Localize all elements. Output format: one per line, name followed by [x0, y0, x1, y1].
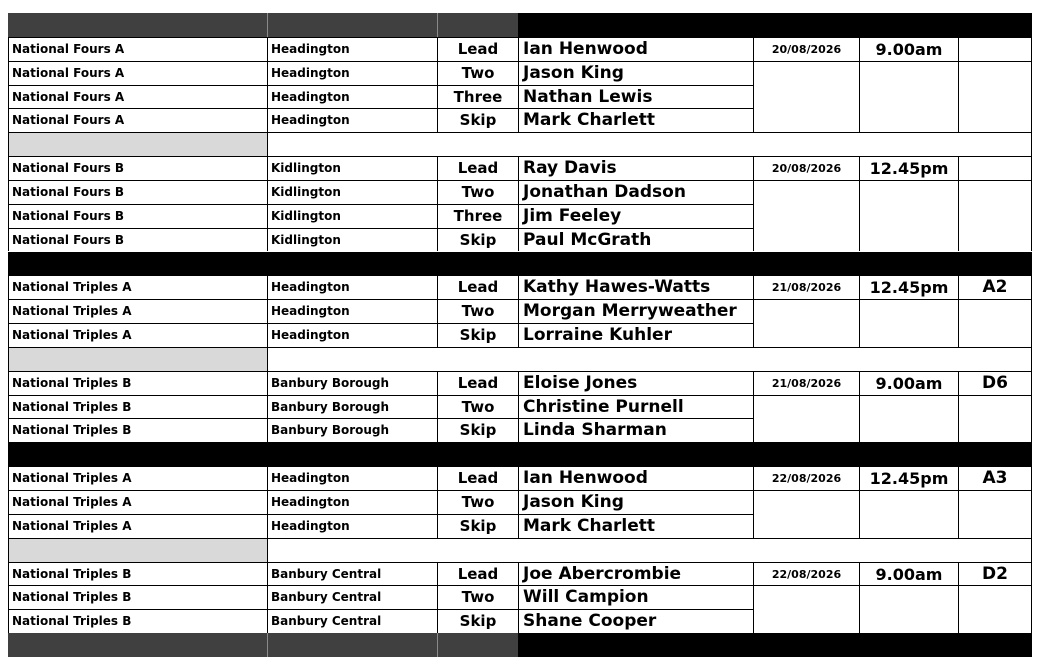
separator-black — [8, 442, 1032, 466]
competition-cell: National Fours B — [8, 204, 267, 228]
rink-cell — [958, 37, 1032, 61]
player-name-cell: Christine Purnell — [518, 395, 754, 419]
club-cell: Headington — [267, 490, 437, 514]
date-merged-cell — [753, 299, 859, 347]
competition-cell: National Triples B — [8, 609, 267, 633]
club-cell: Banbury Borough — [267, 395, 437, 419]
club-cell: Headington — [267, 323, 437, 347]
player-name-cell: Morgan Merryweather — [518, 299, 754, 323]
position-cell: Skip — [437, 514, 518, 538]
club-cell: Headington — [267, 275, 437, 299]
position-cell: Two — [437, 490, 518, 514]
position-cell: Two — [437, 180, 518, 204]
separator-gray — [8, 132, 267, 156]
separator-gray — [8, 538, 267, 562]
player-name-cell: Lorraine Kuhler — [518, 323, 754, 347]
rink-merged-cell — [958, 490, 1032, 538]
competition-cell: National Fours B — [8, 228, 267, 252]
competition-cell: National Triples A — [8, 299, 267, 323]
club-cell: Banbury Central — [267, 562, 437, 586]
footer-cell-competition — [8, 633, 267, 657]
rink-merged-cell — [958, 299, 1032, 347]
date-merged-cell — [753, 61, 859, 133]
match-date: 21/08/2026 — [753, 371, 859, 395]
player-name-cell: Kathy Hawes-Watts — [518, 275, 754, 299]
competition-cell: National Fours B — [8, 156, 267, 180]
position-cell: Lead — [437, 37, 518, 61]
separator-gray — [8, 347, 267, 371]
player-name-cell: Ian Henwood — [518, 466, 754, 490]
position-cell: Two — [437, 299, 518, 323]
match-date: 22/08/2026 — [753, 466, 859, 490]
competition-cell: National Fours B — [8, 180, 267, 204]
position-cell: Skip — [437, 323, 518, 347]
position-cell: Skip — [437, 609, 518, 633]
separator-blank — [267, 132, 1032, 156]
date-merged-cell — [753, 180, 859, 252]
competition-cell: National Fours A — [8, 37, 267, 61]
competition-cell: National Triples B — [8, 395, 267, 419]
position-cell: Two — [437, 395, 518, 419]
player-name-cell: Jim Feeley — [518, 204, 754, 228]
position-cell: Lead — [437, 466, 518, 490]
player-name-cell: Joe Abercrombie — [518, 562, 754, 586]
player-name-cell: Linda Sharman — [518, 418, 754, 442]
footer-divider — [267, 633, 268, 657]
separator-blank — [267, 538, 1032, 562]
club-cell: Headington — [267, 85, 437, 109]
rink-cell: A3 — [958, 466, 1032, 490]
player-name-cell: Jonathan Dadson — [518, 180, 754, 204]
time-merged-cell — [859, 180, 958, 252]
position-cell: Three — [437, 85, 518, 109]
competition-cell: National Fours A — [8, 108, 267, 132]
competition-cell: National Triples A — [8, 514, 267, 538]
time-merged-cell — [859, 585, 958, 633]
rink-cell: D6 — [958, 371, 1032, 395]
competition-cell: National Triples B — [8, 562, 267, 586]
footer-cell-details — [518, 633, 1032, 657]
rink-cell — [958, 156, 1032, 180]
match-date: 22/08/2026 — [753, 562, 859, 586]
date-merged-cell — [753, 490, 859, 538]
match-date: 21/08/2026 — [753, 275, 859, 299]
club-cell: Headington — [267, 514, 437, 538]
rink-cell: A2 — [958, 275, 1032, 299]
match-time: 12.45pm — [859, 275, 958, 299]
header-cell-competition — [8, 13, 267, 37]
competition-cell: National Fours A — [8, 61, 267, 85]
competition-cell: National Triples A — [8, 275, 267, 299]
rink-merged-cell — [958, 395, 1032, 443]
club-cell: Kidlington — [267, 228, 437, 252]
club-cell: Headington — [267, 61, 437, 85]
position-cell: Lead — [437, 156, 518, 180]
header-cell-position — [437, 13, 518, 37]
player-name-cell: Mark Charlett — [518, 514, 754, 538]
position-cell: Lead — [437, 562, 518, 586]
position-cell: Skip — [437, 108, 518, 132]
club-cell: Banbury Borough — [267, 418, 437, 442]
separator-blank — [267, 347, 1032, 371]
player-name-cell: Ray Davis — [518, 156, 754, 180]
rink-cell: D2 — [958, 562, 1032, 586]
club-cell: Headington — [267, 299, 437, 323]
match-date: 20/08/2026 — [753, 156, 859, 180]
club-cell: Kidlington — [267, 204, 437, 228]
player-name-cell: Paul McGrath — [518, 228, 754, 252]
header-cell-details — [518, 13, 1032, 37]
club-cell: Banbury Central — [267, 585, 437, 609]
rink-merged-cell — [958, 585, 1032, 633]
date-merged-cell — [753, 585, 859, 633]
position-cell: Lead — [437, 275, 518, 299]
club-cell: Kidlington — [267, 180, 437, 204]
header-divider — [267, 13, 268, 37]
time-merged-cell — [859, 299, 958, 347]
club-cell: Kidlington — [267, 156, 437, 180]
player-name-cell: Eloise Jones — [518, 371, 754, 395]
match-time: 12.45pm — [859, 466, 958, 490]
position-cell: Skip — [437, 418, 518, 442]
match-time: 12.45pm — [859, 156, 958, 180]
position-cell: Skip — [437, 228, 518, 252]
header-cell-club — [267, 13, 437, 37]
competition-cell: National Triples B — [8, 371, 267, 395]
club-cell: Banbury Borough — [267, 371, 437, 395]
separator-black — [8, 252, 1032, 276]
time-merged-cell — [859, 61, 958, 133]
footer-cell-position — [437, 633, 518, 657]
time-merged-cell — [859, 395, 958, 443]
rink-merged-cell — [958, 61, 1032, 133]
club-cell: Headington — [267, 37, 437, 61]
position-cell: Two — [437, 61, 518, 85]
player-name-cell: Mark Charlett — [518, 108, 754, 132]
rink-merged-cell — [958, 180, 1032, 252]
time-merged-cell — [859, 490, 958, 538]
player-name-cell: Nathan Lewis — [518, 85, 754, 109]
club-cell: Headington — [267, 108, 437, 132]
competition-cell: National Triples A — [8, 490, 267, 514]
player-name-cell: Jason King — [518, 61, 754, 85]
club-cell: Banbury Central — [267, 609, 437, 633]
competition-cell: National Triples A — [8, 323, 267, 347]
club-cell: Headington — [267, 466, 437, 490]
match-date: 20/08/2026 — [753, 37, 859, 61]
position-cell: Three — [437, 204, 518, 228]
footer-cell-club — [267, 633, 437, 657]
position-cell: Lead — [437, 371, 518, 395]
footer-divider — [437, 633, 438, 657]
competition-cell: National Triples B — [8, 418, 267, 442]
competition-cell: National Fours A — [8, 85, 267, 109]
competition-cell: National Triples A — [8, 466, 267, 490]
competition-cell: National Triples B — [8, 585, 267, 609]
player-name-cell: Will Campion — [518, 585, 754, 609]
match-time: 9.00am — [859, 371, 958, 395]
match-time: 9.00am — [859, 37, 958, 61]
date-merged-cell — [753, 395, 859, 443]
header-divider — [437, 13, 438, 37]
match-time: 9.00am — [859, 562, 958, 586]
player-name-cell: Ian Henwood — [518, 37, 754, 61]
player-name-cell: Jason King — [518, 490, 754, 514]
player-name-cell: Shane Cooper — [518, 609, 754, 633]
position-cell: Two — [437, 585, 518, 609]
